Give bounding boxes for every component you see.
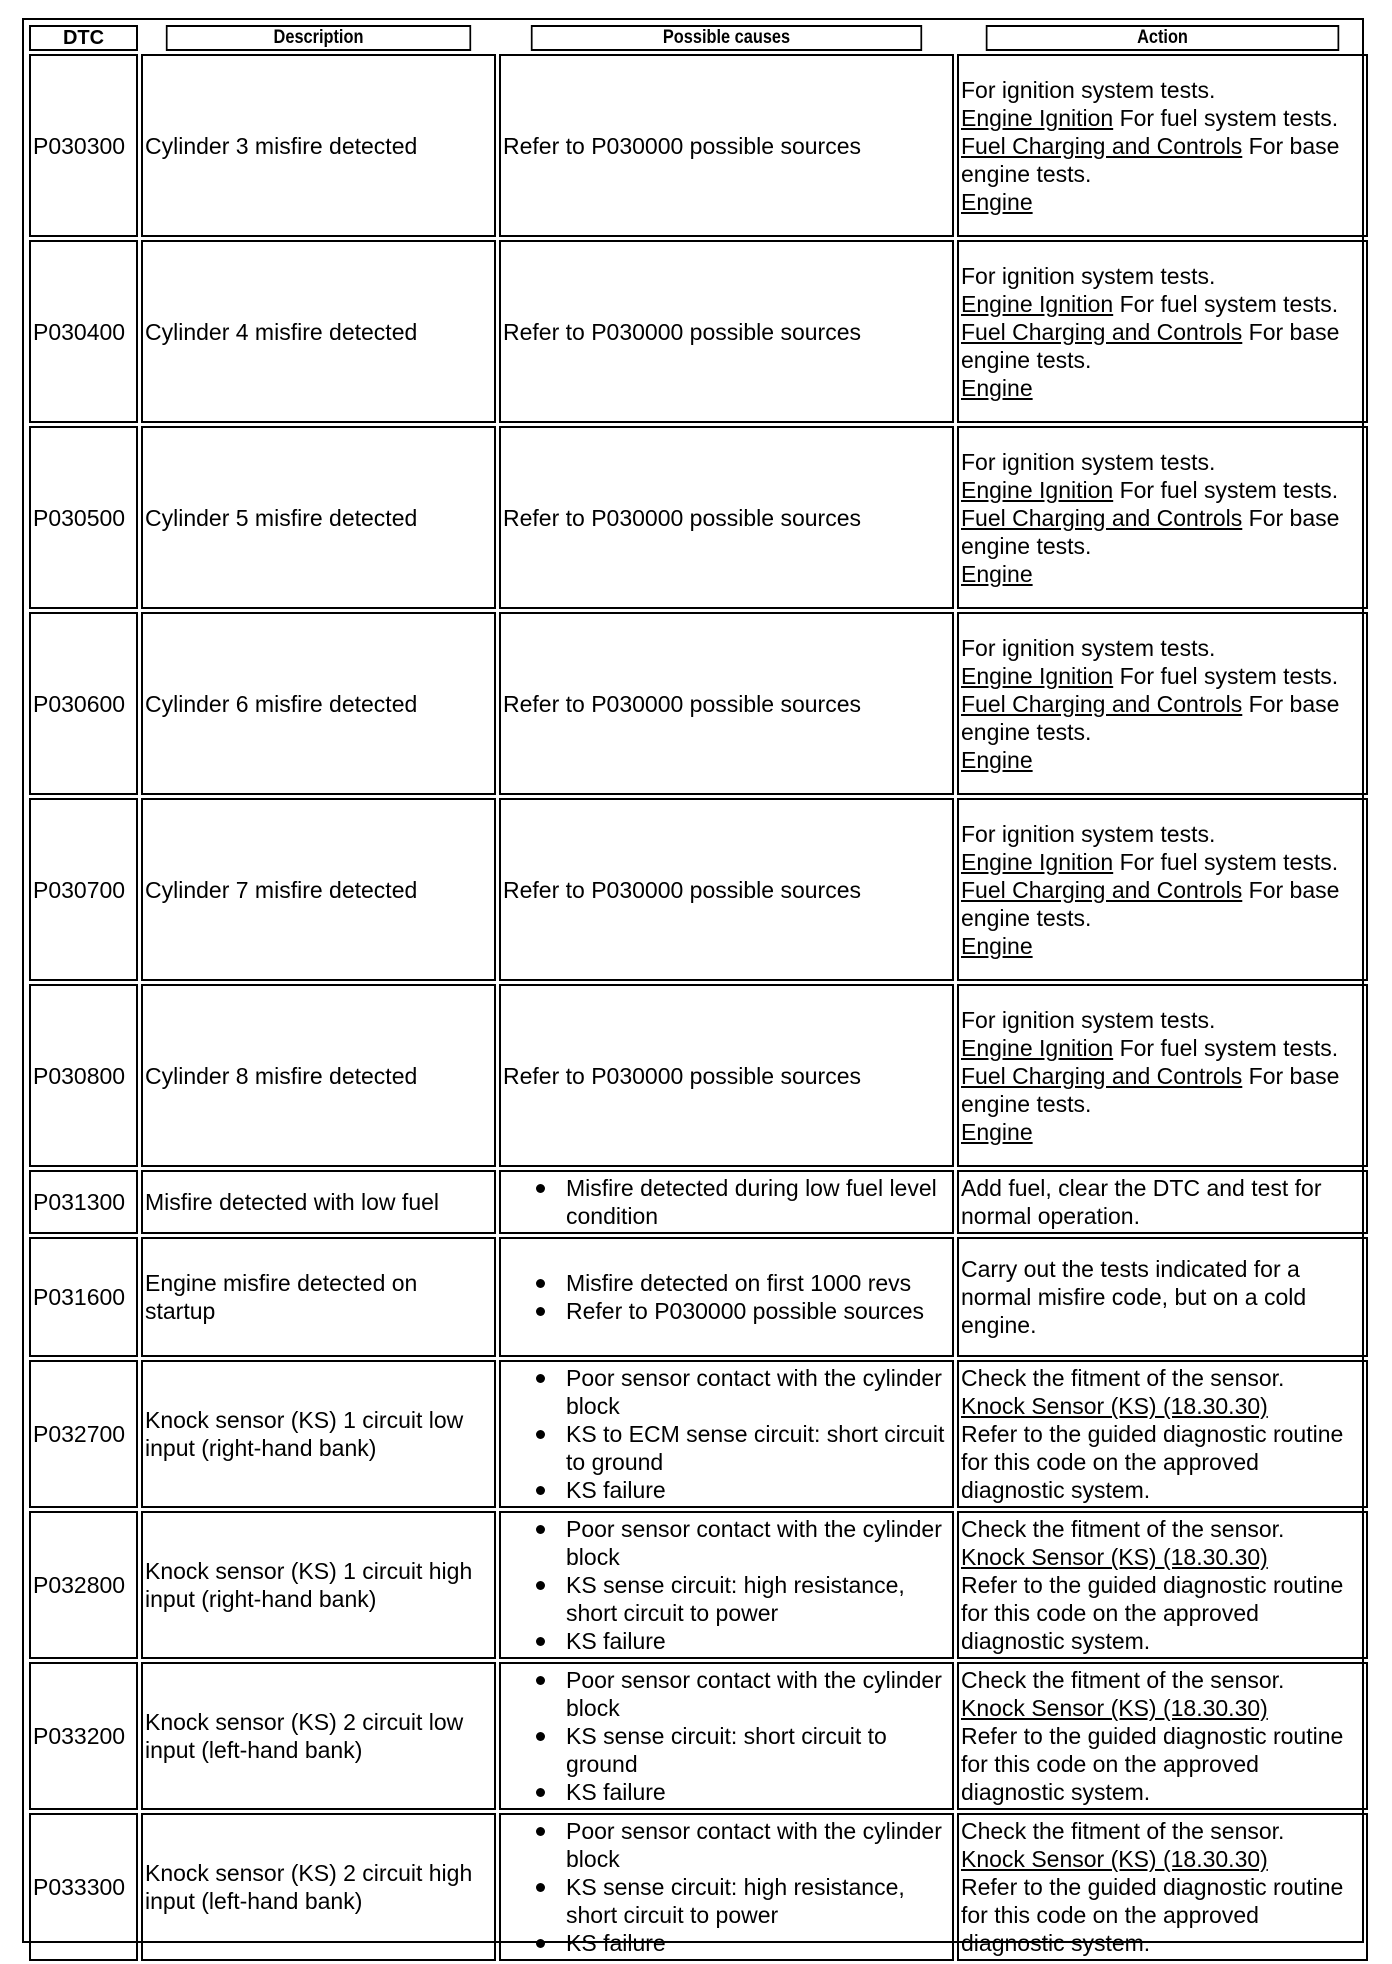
cause-item: KS sense circuit: short circuit to ground [566,1722,950,1778]
action-text: Refer to the guided diagnostic routine for this code on the approved diagnostic system. [961,1572,1344,1654]
description-cell: Misfire detected with low fuel [141,1170,496,1234]
causes-cell: Refer to P030000 possible sources [499,612,954,795]
action-text: For ignition system tests. [961,76,1216,103]
knock-sensor-link[interactable]: Knock Sensor (KS) (18.30.30) [961,1695,1268,1721]
cause-list [503,1817,950,1957]
cause-list [503,1364,950,1504]
dtc-code: P033200 [29,1662,138,1810]
dtc-code: P031300 [29,1170,138,1234]
cause-item: KS failure [566,1929,950,1957]
description-cell: Cylinder 4 misfire detected [141,240,496,423]
causes-cell [499,1662,954,1810]
cause-item: Refer to P030000 possible sources [566,1297,950,1325]
cause-item: KS failure [566,1778,950,1806]
causes-cell: Refer to P030000 possible sources [499,240,954,423]
dtc-table [26,22,1371,1964]
action-text: For fuel system tests. [1113,848,1339,875]
action-text: Check the fitment of the sensor. [961,1365,1285,1391]
causes-cell: Refer to P030000 possible sources [499,426,954,609]
table-row [29,1237,1368,1357]
fuel-charging-link[interactable]: Fuel Charging and Controls [961,1062,1243,1089]
fuel-charging-link[interactable]: Fuel Charging and Controls [961,876,1243,903]
table-row [29,984,1368,1167]
action-cell: Add fuel, clear the DTC and test for normal operation. [957,1170,1368,1234]
action-text: For fuel system tests. [1113,104,1339,131]
action-cell [957,798,1368,981]
causes-cell [499,1360,954,1508]
engine-ignition-link[interactable]: Engine Ignition [961,662,1114,689]
action-cell [957,240,1368,423]
engine-ignition-link[interactable]: Engine Ignition [961,476,1114,503]
action-text: For ignition system tests. [961,820,1216,847]
dtc-code: P033300 [29,1813,138,1961]
action-text: Check the fitment of the sensor. [961,1667,1285,1693]
cause-list [503,1515,950,1655]
engine-link[interactable]: Engine [961,932,1033,959]
engine-link[interactable]: Engine [961,1118,1033,1145]
description-cell: Knock sensor (KS) 2 circuit high input (left-hand bank) [141,1813,496,1961]
action-text: For fuel system tests. [1113,476,1339,503]
cause-item: KS failure [566,1627,950,1655]
table-row [29,1360,1368,1508]
action-cell [957,1511,1368,1659]
causes-cell [499,1170,954,1234]
causes-cell [499,1511,954,1659]
table-row [29,612,1368,795]
table-row [29,426,1368,609]
description-cell: Knock sensor (KS) 2 circuit low input (left-hand bank) [141,1662,496,1810]
table-row [29,1170,1368,1234]
knock-sensor-link[interactable]: Knock Sensor (KS) (18.30.30) [961,1393,1268,1419]
causes-cell: Refer to P030000 possible sources [499,798,954,981]
engine-link[interactable]: Engine [961,560,1033,587]
action-text: For ignition system tests. [961,262,1216,289]
action-text: Check the fitment of the sensor. [961,1818,1285,1844]
action-text: For base engine tests. [961,1062,1340,1117]
cause-item: KS to ECM sense circuit: short circuit to ground [566,1420,950,1476]
action-text: For ignition system tests. [961,1006,1216,1033]
engine-link[interactable]: Engine [961,374,1033,401]
header-possible-causes: Possible causes [531,25,922,51]
dtc-table-container [22,18,1364,1956]
fuel-charging-link[interactable]: Fuel Charging and Controls [961,690,1243,717]
action-cell [957,1813,1368,1961]
table-row [29,54,1368,237]
causes-cell: Refer to P030000 possible sources [499,54,954,237]
cause-item: Poor sensor contact with the cylinder block [566,1817,950,1873]
table-row [29,240,1368,423]
action-cell [957,426,1368,609]
action-cell [957,612,1368,795]
cause-item: Misfire detected during low fuel level condition [566,1174,950,1230]
cause-item: Poor sensor contact with the cylinder block [566,1364,950,1420]
cause-item: Poor sensor contact with the cylinder block [566,1515,950,1571]
dtc-code: P030300 [29,54,138,237]
dtc-code: P030700 [29,798,138,981]
dtc-code: P032700 [29,1360,138,1508]
causes-cell: Refer to P030000 possible sources [499,984,954,1167]
action-cell [957,1360,1368,1508]
fuel-charging-link[interactable]: Fuel Charging and Controls [961,318,1243,345]
dtc-code: P030800 [29,984,138,1167]
description-cell: Cylinder 8 misfire detected [141,984,496,1167]
engine-ignition-link[interactable]: Engine Ignition [961,104,1114,131]
action-text: For ignition system tests. [961,634,1216,661]
action-text: For fuel system tests. [1113,1034,1339,1061]
header-action: Action [986,25,1339,51]
description-cell: Knock sensor (KS) 1 circuit high input (right-hand bank) [141,1511,496,1659]
fuel-charging-link[interactable]: Fuel Charging and Controls [961,132,1243,159]
action-text: For fuel system tests. [1113,290,1339,317]
cause-item: KS sense circuit: high resistance, short circuit to power [566,1873,950,1929]
action-text: For base engine tests. [961,690,1340,745]
cause-list [503,1174,950,1230]
dtc-code: P030400 [29,240,138,423]
table-row [29,798,1368,981]
engine-ignition-link[interactable]: Engine Ignition [961,290,1114,317]
action-text: Refer to the guided diagnostic routine for this code on the approved diagnostic system. [961,1421,1344,1503]
cause-item: KS sense circuit: high resistance, short circuit to power [566,1571,950,1627]
dtc-code: P032800 [29,1511,138,1659]
cause-list [503,1269,950,1325]
action-text: Refer to the guided diagnostic routine for this code on the approved diagnostic system. [961,1723,1344,1805]
dtc-code: P030500 [29,426,138,609]
description-cell: Knock sensor (KS) 1 circuit low input (right-hand bank) [141,1360,496,1508]
engine-ignition-link[interactable]: Engine Ignition [961,1034,1114,1061]
action-text: For base engine tests. [961,318,1340,373]
description-cell: Cylinder 6 misfire detected [141,612,496,795]
description-cell: Cylinder 7 misfire detected [141,798,496,981]
action-text: For base engine tests. [961,876,1340,931]
table-row [29,1662,1368,1810]
action-text: Refer to the guided diagnostic routine for this code on the approved diagnostic system. [961,1874,1344,1956]
dtc-code: P031600 [29,1237,138,1357]
action-cell: Carry out the tests indicated for a normal misfire code, but on a cold engine. [957,1237,1368,1357]
header-row [29,25,1368,51]
action-text: For ignition system tests. [961,448,1216,475]
fuel-charging-link[interactable]: Fuel Charging and Controls [961,504,1243,531]
knock-sensor-link[interactable]: Knock Sensor (KS) (18.30.30) [961,1544,1268,1570]
causes-cell [499,1237,954,1357]
cause-item: Misfire detected on first 1000 revs [566,1269,950,1297]
causes-cell [499,1813,954,1961]
table-row [29,1511,1368,1659]
table-row [29,1813,1368,1961]
engine-link[interactable]: Engine [961,746,1033,773]
header-dtc: DTC [29,25,138,51]
description-cell: Engine misfire detected on startup [141,1237,496,1357]
engine-ignition-link[interactable]: Engine Ignition [961,848,1114,875]
cause-item: KS failure [566,1476,950,1504]
action-text: Check the fitment of the sensor. [961,1516,1285,1542]
action-text: For base engine tests. [961,504,1340,559]
dtc-code: P030600 [29,612,138,795]
cause-list [503,1666,950,1806]
action-text: For base engine tests. [961,132,1340,187]
knock-sensor-link[interactable]: Knock Sensor (KS) (18.30.30) [961,1846,1268,1872]
action-cell [957,54,1368,237]
description-cell: Cylinder 5 misfire detected [141,426,496,609]
description-cell: Cylinder 3 misfire detected [141,54,496,237]
action-text: For fuel system tests. [1113,662,1339,689]
action-cell [957,984,1368,1167]
engine-link[interactable]: Engine [961,188,1033,215]
header-description: Description [166,25,471,51]
action-cell [957,1662,1368,1810]
cause-item: Poor sensor contact with the cylinder block [566,1666,950,1722]
